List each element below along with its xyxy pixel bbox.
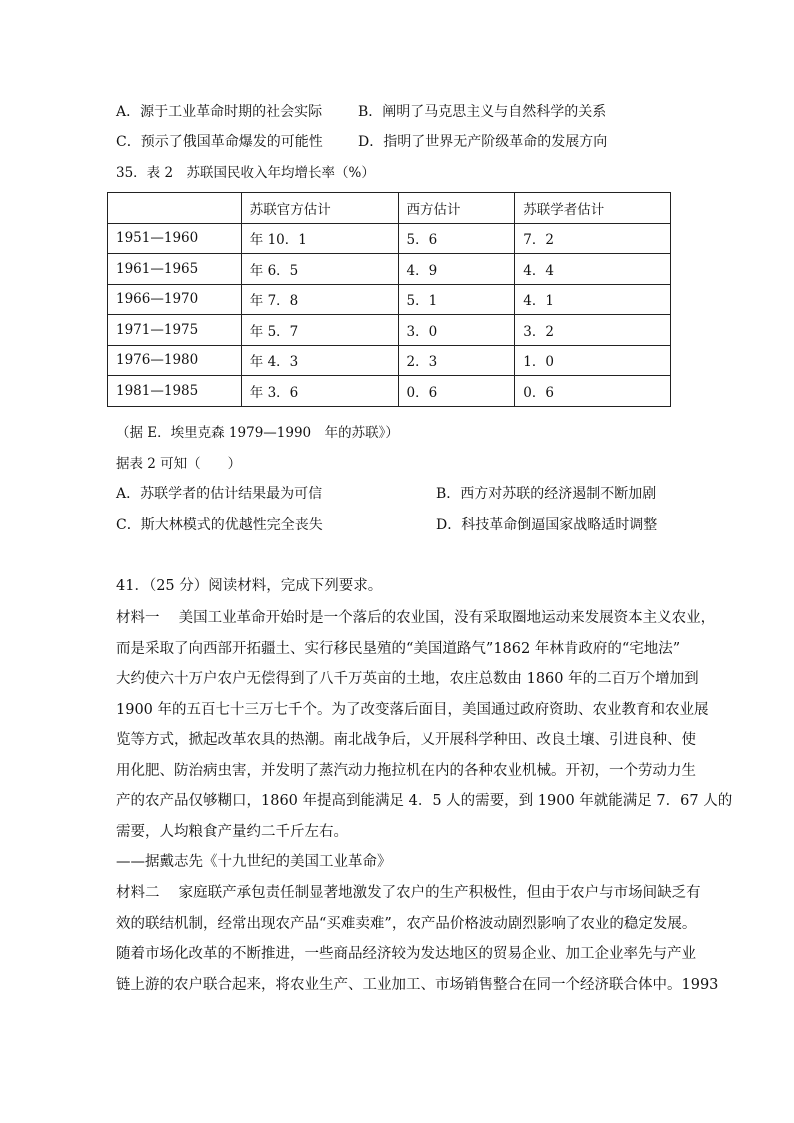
table-cell: 1961—1965 bbox=[108, 254, 242, 285]
material-one-line: 需要，人均粮食产量约二千斤左右。 bbox=[116, 823, 348, 840]
table-cell: 年 4．3 bbox=[241, 345, 398, 376]
table-cell: 1966—1970 bbox=[108, 284, 242, 315]
table-source: （据 E．埃里克森 1979—1990 年的苏联》） bbox=[116, 425, 399, 441]
table-row bbox=[108, 223, 671, 254]
q34-option-c: C．预示了俄国革命爆发的可能性 bbox=[116, 134, 323, 150]
q34-option-b: B．阐明了马克思主义与自然科学的关系 bbox=[358, 104, 607, 120]
table-header-row bbox=[108, 193, 671, 224]
table-cell: 年 10．1 bbox=[241, 223, 398, 254]
material-two-line: 链上游的农户联合起来，将农业生产、工业加工、市场销售整合在同一个经济联合体中。1993 bbox=[116, 976, 719, 993]
table-cell: 年 3．6 bbox=[241, 376, 398, 407]
q35-title: 35．表 2 苏联国民收入年均增长率（%） bbox=[116, 165, 375, 181]
material-two-line: 效的联结机制，经常出现农产品“买难卖难”，农产品价格波动剧烈影响了农业的稳定发展。 bbox=[116, 915, 697, 932]
q34-option-a: A．源于工业革命时期的社会实际 bbox=[116, 104, 323, 120]
q35-option-d: D．科技革命倒逼国家战略适时调整 bbox=[436, 517, 658, 533]
table-header: 苏联学者估计 bbox=[515, 193, 671, 224]
table-header: 西方估计 bbox=[398, 193, 515, 224]
q35-option-a: A．苏联学者的估计结果最为可信 bbox=[116, 486, 323, 502]
material-one bbox=[116, 603, 733, 878]
table-cell: 4．4 bbox=[515, 254, 671, 285]
table-header: 苏联官方估计 bbox=[241, 193, 398, 224]
table-cell: 4．9 bbox=[398, 254, 515, 285]
table-cell: 1976—1980 bbox=[108, 345, 242, 376]
table-cell: 3．2 bbox=[515, 315, 671, 346]
table-cell: 1971—1975 bbox=[108, 315, 242, 346]
q41-title: 41．（25 分）阅读材料，完成下列要求。 bbox=[116, 578, 383, 594]
income-growth-table bbox=[107, 192, 671, 407]
q35-stem: 据表 2 可知（ ） bbox=[116, 456, 242, 472]
table-row bbox=[108, 345, 671, 376]
table-cell: 0．6 bbox=[515, 376, 671, 407]
q35-option-c: C．斯大林模式的优越性完全丧失 bbox=[116, 517, 323, 533]
table-cell: 年 5．7 bbox=[241, 315, 398, 346]
table-cell: 3．0 bbox=[398, 315, 515, 346]
material-two bbox=[116, 878, 719, 1000]
table-cell: 5．1 bbox=[398, 284, 515, 315]
q35-option-b: B．西方对苏联的经济遏制不断加剧 bbox=[436, 486, 657, 502]
material-one-line: 产的农产品仅够糊口，1860 年提高到能满足 4．5 人的需要，到 1900 年就能满足 7．67 人的 bbox=[116, 793, 733, 809]
table-cell: 1．0 bbox=[515, 345, 671, 376]
table-cell: 0．6 bbox=[398, 376, 515, 407]
material-one-line: 用化肥、防治病虫害，并发明了蒸汽动力拖拉机在内的各种农业机械。开初，一个劳动力生 bbox=[116, 762, 696, 779]
table-cell: 2．3 bbox=[398, 345, 515, 376]
material-one-line: 而是采取了向西部开拓疆土、实行移民垦殖的“美国道路气”1862 年林肯政府的“宅地法” bbox=[116, 640, 681, 657]
material-one-source: ——据戴志先《十九世纪的美国工业革命》 bbox=[116, 854, 392, 870]
table-cell: 1951—1960 bbox=[108, 223, 242, 254]
table-row bbox=[108, 254, 671, 285]
material-one-line: 大约使六十万户农户无偿得到了八千万英亩的土地，农庄总数由 1860 年的二百万个增加到 bbox=[116, 671, 699, 687]
table-cell: 4．1 bbox=[515, 284, 671, 315]
material-one-line: 览等方式，掀起改革农具的热潮。南北战争后，乂开展科学种田、改良土壤、引进良种、使 bbox=[116, 732, 696, 748]
q34-option-d: D．指明了世界无产阶级革命的发展方向 bbox=[358, 134, 608, 150]
table-row bbox=[108, 376, 671, 407]
table-cell: 年 6．5 bbox=[241, 254, 398, 285]
material-two-line: 材料二 家庭联产承包责任制显著地激发了农户的生产积极性，但由于农户与市场间缺乏有 bbox=[116, 885, 701, 901]
material-one-line: 材料一 美国工业革命开始时是一个落后的农业国，没有采取圈地运动来发展资本主义农业， bbox=[116, 610, 716, 626]
table-row bbox=[108, 315, 671, 346]
table-row bbox=[108, 284, 671, 315]
table-cell: 1981—1985 bbox=[108, 376, 242, 407]
table-header bbox=[108, 193, 242, 224]
material-one-line: 1900 年的五百七十三万七千个。为了改变落后面目，美国通过政府资助、农业教育和农业展 bbox=[116, 701, 709, 718]
table-cell: 年 7．8 bbox=[241, 284, 398, 315]
table-cell: 7．2 bbox=[515, 223, 671, 254]
table-cell: 5．6 bbox=[398, 223, 515, 254]
material-two-line: 随着市场化改革的不断推进，一些商品经济较为发达地区的贸易企业、加工企业率先与产业 bbox=[116, 946, 696, 962]
